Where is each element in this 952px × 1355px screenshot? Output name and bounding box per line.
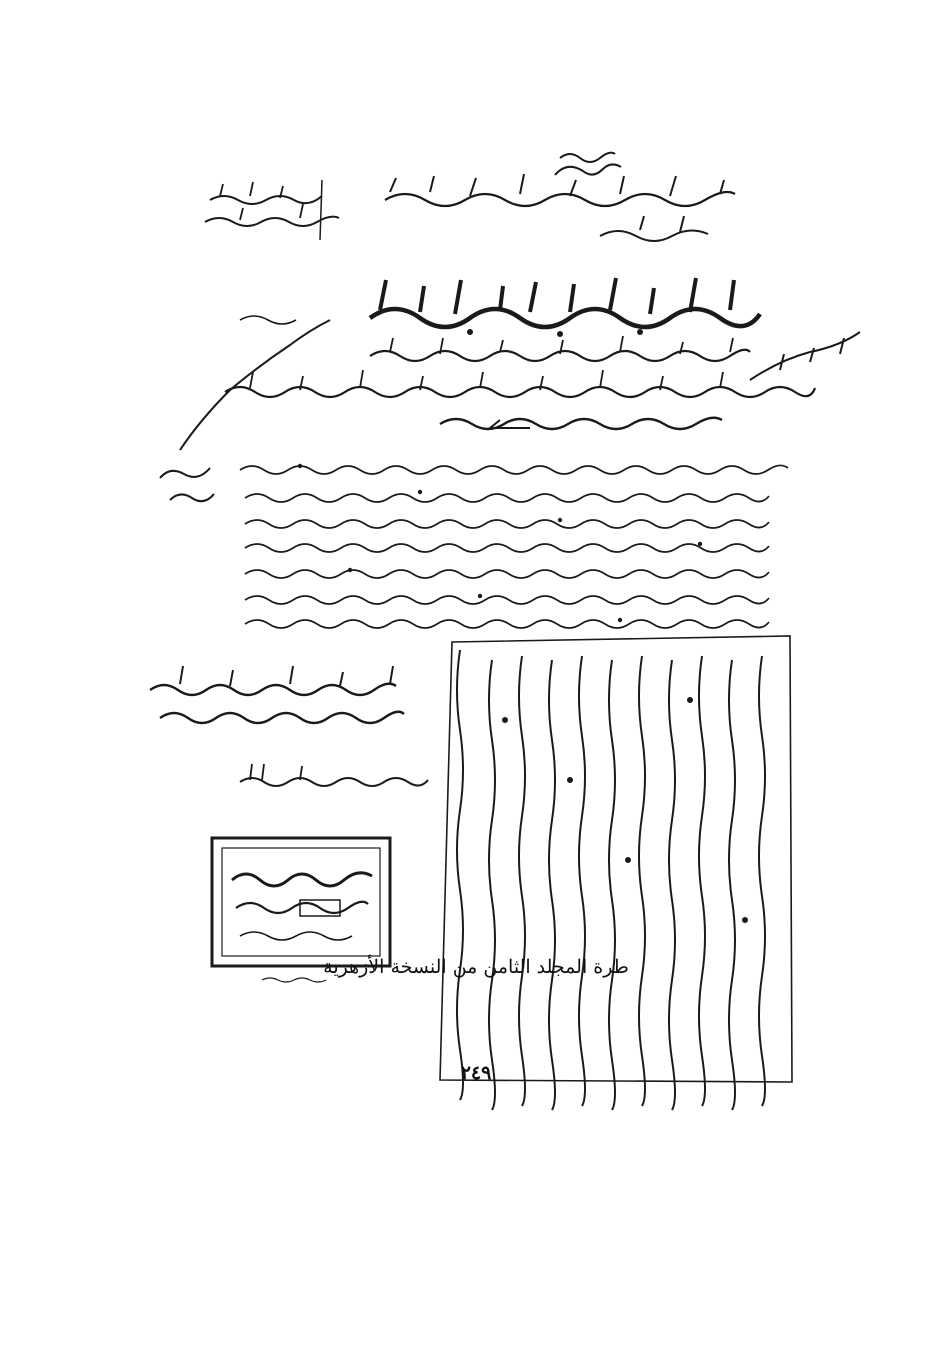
figure-caption: طرة المجلد الثامن من النسخة الأزهرية (323, 956, 629, 978)
folio-note (160, 468, 214, 501)
ownership-note-lower-left (150, 666, 404, 723)
manuscript-subtitle (370, 336, 750, 361)
contents-block (240, 464, 788, 628)
ownership-scribble-top (385, 153, 735, 241)
manuscript-title (370, 278, 760, 337)
rotated-manuscript-panel (440, 636, 792, 1110)
manuscript-author-line (225, 370, 815, 397)
ownership-note-left (205, 180, 339, 240)
margin-note-left (180, 316, 330, 450)
shahada-line (240, 764, 428, 786)
page-number: ٢٤٩ (460, 1062, 492, 1084)
manuscript-death-line (440, 418, 722, 429)
margin-note-right (750, 332, 860, 380)
